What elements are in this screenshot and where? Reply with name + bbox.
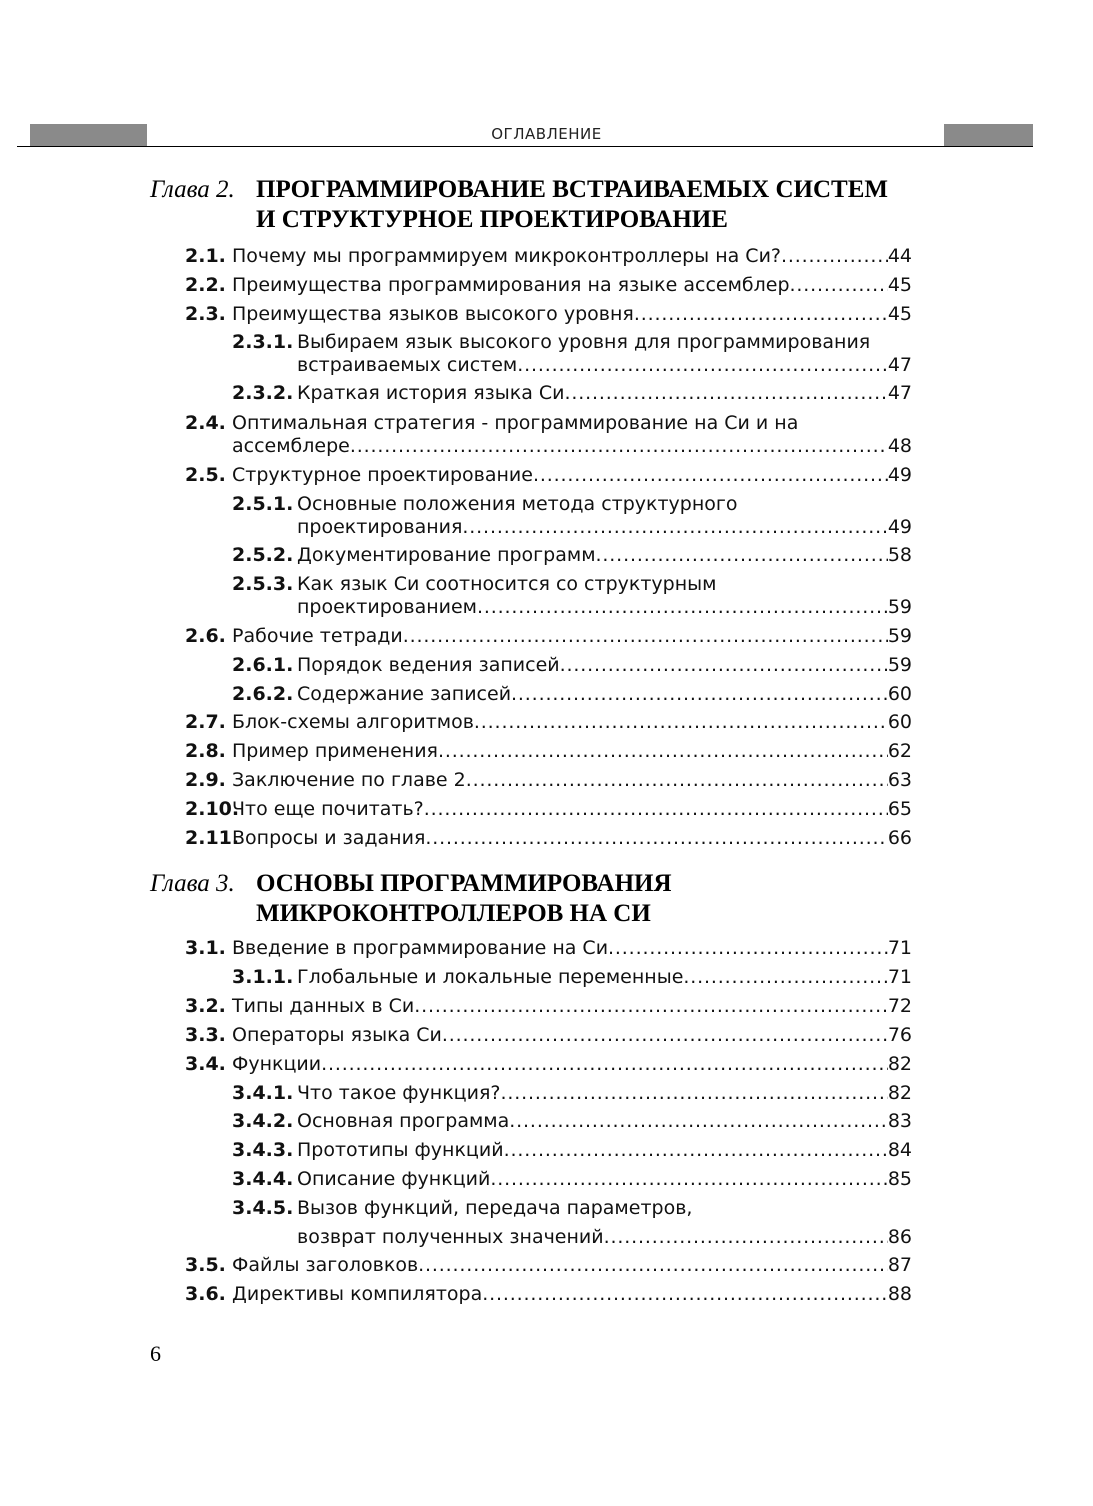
leader-dots: [490, 1168, 887, 1191]
leader-dots: [442, 1024, 888, 1047]
leader-dots: [482, 1283, 888, 1306]
toc-entry-title: Выбираем язык высокого уровня для программирования: [297, 331, 871, 353]
leader-dots: [560, 654, 888, 677]
toc-entry-title: Почему мы программируем микроконтроллеры на Си?: [232, 245, 781, 267]
leader-dots: [418, 1254, 888, 1277]
toc-entry-title: Функции: [232, 1053, 322, 1075]
toc-entry-title: Оптимальная стратегия - программирование на Си и на: [232, 412, 799, 434]
toc-entry-title: Порядок ведения записей: [297, 654, 560, 676]
toc-entry-number: 2.6.1.: [232, 654, 294, 676]
toc-entry-number: 3.3.: [185, 1024, 226, 1046]
toc-entry-title: Документирование программ: [297, 544, 596, 566]
chapter-label: Глава 3.: [150, 870, 235, 897]
toc-entry-title: Что еще почитать?: [232, 798, 424, 820]
toc-entry-page: 84: [887, 1139, 912, 1161]
toc-entry-page: 63: [887, 769, 912, 791]
toc-entry-number: 3.4.3.: [232, 1139, 294, 1161]
leader-dots: [504, 1139, 888, 1162]
toc-entry-number: 2.1.: [185, 245, 226, 267]
leader-dots: [517, 354, 888, 377]
leader-dots: [438, 740, 888, 763]
chapter-title-line1: ПРОГРАММИРОВАНИЕ ВСТРАИВАЕМЫХ СИСТЕМ: [256, 176, 888, 203]
toc-entry-number: 2.11.: [185, 827, 240, 849]
toc-entry-number: 2.6.2.: [232, 683, 294, 705]
header-rule: [17, 146, 1033, 147]
toc-entry-number: 2.5.: [185, 464, 226, 486]
toc-entry-number: 3.6.: [185, 1283, 226, 1305]
toc-entry-number: 2.3.2.: [232, 382, 294, 404]
toc-entry-number: 2.5.1.: [232, 493, 294, 515]
toc-entry-title: Файлы заголовков: [232, 1254, 419, 1276]
leader-dots: [511, 683, 888, 706]
leader-dots: [533, 464, 888, 487]
toc-entry-title: Содержание записей: [297, 683, 512, 705]
toc-entry-page: 49: [887, 464, 912, 486]
toc-entry-number: 3.4.2.: [232, 1110, 294, 1132]
toc-entry-page: 66: [887, 827, 912, 849]
toc-entry-title: Краткая история языка Си: [297, 382, 565, 404]
toc-entry-title: Основная программа: [297, 1110, 510, 1132]
toc-entry-number: 2.6.: [185, 625, 226, 647]
toc-entry-page: 65: [887, 798, 912, 820]
toc-entry-page: 59: [887, 596, 912, 618]
toc-entry-number: 3.1.: [185, 937, 226, 959]
chapter-title-line2: И СТРУКТУРНОЕ ПРОЕКТИРОВАНИЕ: [256, 206, 728, 233]
toc-entry-page: 76: [887, 1024, 912, 1046]
toc-entry-number: 3.4.1.: [232, 1082, 294, 1104]
toc-entry-number: 2.5.2.: [232, 544, 294, 566]
toc-entry-page: 48: [887, 435, 912, 457]
chapter-title-line2: МИКРОКОНТРОЛЛЕРОВ НА СИ: [256, 900, 651, 927]
toc-entry-title-cont: возврат полученных значений: [297, 1226, 604, 1248]
toc-entry-number: 3.5.: [185, 1254, 226, 1276]
toc-entry-title: Директивы компилятора: [232, 1283, 483, 1305]
toc-entry-page: 87: [887, 1254, 912, 1276]
toc-entry-title: Преимущества языков высокого уровня: [232, 303, 634, 325]
leader-dots: [683, 966, 887, 989]
toc-entry-title: Глобальные и локальные переменные: [297, 966, 684, 988]
toc-entry-page: 85: [887, 1168, 912, 1190]
toc-entry-page: 82: [887, 1053, 912, 1075]
running-header: [0, 124, 1093, 150]
toc-entry-page: 45: [887, 303, 912, 325]
toc-entry-title: Введение в программирование на Си: [232, 937, 609, 959]
toc-entry-page: 71: [887, 937, 912, 959]
toc-entry-title: Вопросы и задания: [232, 827, 426, 849]
header-title: ОГЛАВЛЕНИЕ: [491, 125, 602, 143]
toc-entry-page: 59: [887, 625, 912, 647]
toc-entry-title: Описание функций: [297, 1168, 491, 1190]
leader-dots: [790, 274, 888, 297]
toc-entry-title-cont: встраиваемых систем: [297, 354, 518, 376]
toc-entry-number: 2.3.: [185, 303, 226, 325]
leader-dots: [477, 596, 888, 619]
leader-dots: [474, 711, 888, 734]
toc-entry-number: 3.2.: [185, 995, 226, 1017]
leader-dots: [424, 798, 888, 821]
toc-entry-page: 60: [887, 683, 912, 705]
toc-entry-number: 3.4.5.: [232, 1197, 294, 1219]
leader-dots: [466, 769, 888, 792]
toc-entry-number: 3.1.1.: [232, 966, 294, 988]
toc-entry-title: Основные положения метода структурного: [297, 493, 738, 515]
toc-entry-number: 2.7.: [185, 711, 226, 733]
toc-entry-page: 82: [887, 1082, 912, 1104]
leader-dots: [781, 245, 888, 268]
toc-entry-page: 72: [887, 995, 912, 1017]
toc-entry-title-cont: проектированием: [297, 596, 478, 618]
toc-entry-page: 88: [887, 1283, 912, 1305]
leader-dots: [596, 544, 888, 567]
toc-entry-title: Что такое функция?: [297, 1082, 501, 1104]
toc-entry-title: Структурное проектирование: [232, 464, 533, 486]
toc-entry-number: 2.4.: [185, 412, 226, 434]
toc-entry-title: Операторы языка Си: [232, 1024, 442, 1046]
toc-entry-page: 86: [887, 1226, 912, 1248]
toc-entry-title: Преимущества программирования на языке ассемблер: [232, 274, 790, 296]
toc-entry-number: 3.4.4.: [232, 1168, 294, 1190]
leader-dots: [604, 1226, 888, 1249]
toc-entry-page: 83: [887, 1110, 912, 1132]
page-number: 6: [150, 1341, 161, 1366]
toc-entry-number: 2.5.3.: [232, 573, 294, 595]
toc-entry-page: 45: [887, 274, 912, 296]
toc-entry-title: Типы данных в Си: [232, 995, 415, 1017]
leader-dots: [565, 382, 888, 405]
toc-entry-page: 47: [887, 354, 912, 376]
leader-dots: [634, 303, 888, 326]
toc-entry-number: 2.3.1.: [232, 331, 294, 353]
toc-entry-page: 62: [887, 740, 912, 762]
toc-entry-page: 59: [887, 654, 912, 676]
toc-entry-number: 2.8.: [185, 740, 226, 762]
toc-entry-title: Рабочие тетради: [232, 625, 403, 647]
toc-entry-page: 60: [887, 711, 912, 733]
leader-dots: [509, 1110, 888, 1133]
leader-dots: [500, 1082, 887, 1105]
toc-entry-title: Как язык Си соотносится со структурным: [297, 573, 717, 595]
toc-entry-number: 3.4.: [185, 1053, 226, 1075]
leader-dots: [321, 1053, 888, 1076]
chapter-title-line1: ОСНОВЫ ПРОГРАММИРОВАНИЯ: [256, 870, 672, 897]
toc-entry-title: Заключение по главе 2: [232, 769, 466, 791]
leader-dots: [608, 937, 888, 960]
toc-entry-title-cont: ассемблере: [232, 435, 350, 457]
leader-dots: [462, 516, 887, 539]
toc-entry-title-cont: проектирования: [297, 516, 463, 538]
toc-entry-title: Вызов функций, передача параметров,: [297, 1197, 693, 1219]
toc-entry-page: 58: [887, 544, 912, 566]
toc-entry-page: 71: [887, 966, 912, 988]
toc-entry-title: Пример применения: [232, 740, 438, 762]
toc-entry-page: 47: [887, 382, 912, 404]
leader-dots: [350, 435, 888, 458]
toc-entry-page: 49: [887, 516, 912, 538]
leader-dots: [403, 625, 888, 648]
toc-entry-number: 2.2.: [185, 274, 226, 296]
toc-entry-title: Блок-схемы алгоритмов: [232, 711, 474, 733]
chapter-label: Глава 2.: [150, 176, 235, 203]
toc-entry-number: 2.9.: [185, 769, 226, 791]
toc-entry-page: 44: [887, 245, 912, 267]
toc-entry-number: 2.10.: [185, 798, 240, 820]
leader-dots: [425, 827, 887, 850]
toc-entry-title: Прототипы функций: [297, 1139, 504, 1161]
leader-dots: [414, 995, 888, 1018]
